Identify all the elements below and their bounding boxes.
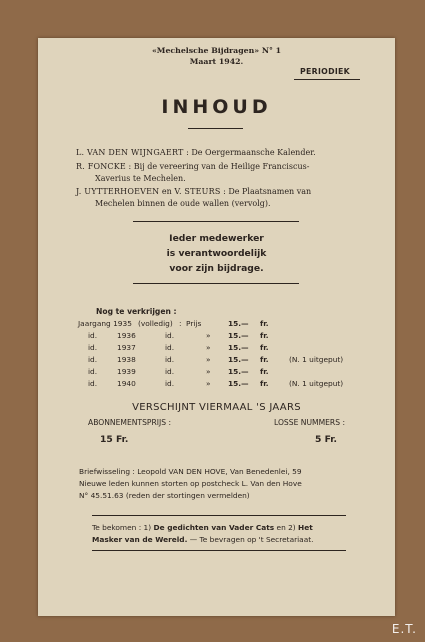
toc-entry xyxy=(76,162,309,171)
title-rule xyxy=(188,128,243,129)
sale-prijs: » xyxy=(206,379,211,388)
sale-prijs: » xyxy=(206,355,211,364)
subscription-price: 15 Fr. xyxy=(100,434,129,445)
footer-text: — Te bevragen op 't Secretariaat. xyxy=(187,535,314,544)
sale-idem: id. xyxy=(165,379,175,388)
sale-unit: fr. xyxy=(260,343,269,352)
notice-line: Ieder medewerker xyxy=(169,233,264,244)
footer-title: Het xyxy=(298,523,313,532)
sale-unit: fr. xyxy=(260,379,269,388)
sale-price: 15.— xyxy=(228,319,249,328)
sale-idem: id. xyxy=(165,367,175,376)
sale-row xyxy=(38,379,395,390)
document-page xyxy=(38,38,395,616)
toc-text: : Bij de vereering van de Heilige Franciscus- xyxy=(125,162,310,171)
sale-unit: fr. xyxy=(260,319,269,328)
sale-prijs: » xyxy=(206,331,211,340)
correspondence-line: N° 45.51.63 (reden der stortingen vermelden) xyxy=(79,491,250,500)
sale-row xyxy=(38,367,395,378)
sale-prijs: » xyxy=(206,343,211,352)
toc-text: : De Oergermaansche Kalender. xyxy=(183,148,316,157)
toc-author: V. STEURS xyxy=(174,187,221,196)
sale-year: 1940 xyxy=(117,379,136,388)
toc-continuation: Xaverius te Mechelen. xyxy=(95,174,186,183)
frequency-heading: VERSCHIJNT VIERMAAL 'S JAARS xyxy=(132,402,301,413)
sale-year: 1938 xyxy=(117,355,136,364)
sale-idem: id. xyxy=(165,355,175,364)
single-issue-price: 5 Fr. xyxy=(315,434,337,445)
single-issue-label: LOSSE NUMMERS : xyxy=(274,418,345,427)
sale-prijs: Prijs xyxy=(186,319,202,328)
subscription-label: ABONNEMENTSPRIJS : xyxy=(88,418,172,427)
footer-text: en 2) xyxy=(274,523,299,532)
notice-rule-top xyxy=(133,221,299,222)
page-title: INHOUD xyxy=(161,96,272,118)
sale-price: 15.— xyxy=(228,379,249,388)
sale-label: id. xyxy=(88,331,98,340)
sale-label: id. xyxy=(88,355,98,364)
notice-line: is verantwoordelijk xyxy=(166,248,267,259)
sale-price: 15.— xyxy=(228,343,249,352)
notice-rule-bottom xyxy=(133,283,299,284)
sale-year: 1939 xyxy=(117,367,136,376)
sale-heading: Nog te verkrijgen : xyxy=(96,307,177,316)
toc-text: : De Plaatsnamen van xyxy=(220,187,312,196)
footer-text: Te bekomen : 1) xyxy=(92,523,154,532)
sale-price: 15.— xyxy=(228,331,249,340)
sale-label: Jaargang 1935 xyxy=(78,319,132,328)
toc-author: R. FONCKE xyxy=(76,162,126,171)
sale-prijs: » xyxy=(206,367,211,376)
toc-author: L. VAN DEN WIJNGAERT xyxy=(76,148,184,157)
sale-idem: : xyxy=(179,319,182,328)
sale-price: 15.— xyxy=(228,355,249,364)
sale-label: id. xyxy=(88,367,98,376)
footer-title: De gedichten van Vader Cats xyxy=(153,523,275,532)
footer-title: Masker van de Wereld. xyxy=(92,535,188,544)
sale-unit: fr. xyxy=(260,331,269,340)
sale-idem: id. xyxy=(165,331,175,340)
footer-rule-bottom xyxy=(92,550,346,551)
sale-unit: fr. xyxy=(260,355,269,364)
sale-unit: fr. xyxy=(260,367,269,376)
sale-idem: id. xyxy=(165,343,175,352)
footer-line xyxy=(92,523,313,532)
watermark: E.T. xyxy=(391,622,417,636)
footer-line xyxy=(92,535,314,544)
sale-paren: (volledig) xyxy=(138,319,173,328)
sale-price: 15.— xyxy=(228,367,249,376)
sale-label: id. xyxy=(88,379,98,388)
sale-row xyxy=(38,319,395,330)
sale-row xyxy=(38,355,395,366)
toc-entry xyxy=(76,148,316,157)
sale-row xyxy=(38,331,395,342)
footer-rule-top xyxy=(92,515,346,516)
toc-entry xyxy=(76,187,311,196)
periodiek-badge: PERIODIEK xyxy=(300,67,351,76)
journal-title: «Mechelsche Bijdragen» N° 1 xyxy=(151,46,282,55)
toc-continuation: Mechelen binnen de oude wallen (vervolg). xyxy=(95,199,271,208)
correspondence-line: Briefwisseling : Leopold VAN DEN HOVE, Van Benedenlei, 59 xyxy=(79,467,302,476)
correspondence-line: Nieuwe leden kunnen storten op postcheck L. Van den Hove xyxy=(79,479,302,488)
toc-conjunction: en xyxy=(159,187,175,196)
issue-date: Maart 1942. xyxy=(189,57,244,66)
sale-year: 1937 xyxy=(117,343,136,352)
sale-note: (N. 1 uitgeput) xyxy=(289,379,344,388)
toc-author: J. UYTTERHOEVEN xyxy=(76,187,160,196)
notice-line: voor zijn bijdrage. xyxy=(169,263,264,274)
sale-label: id. xyxy=(88,343,98,352)
sale-year: 1936 xyxy=(117,331,136,340)
badge-rule xyxy=(294,79,360,80)
sale-row xyxy=(38,343,395,354)
sale-note: (N. 1 uitgeput) xyxy=(289,355,344,364)
